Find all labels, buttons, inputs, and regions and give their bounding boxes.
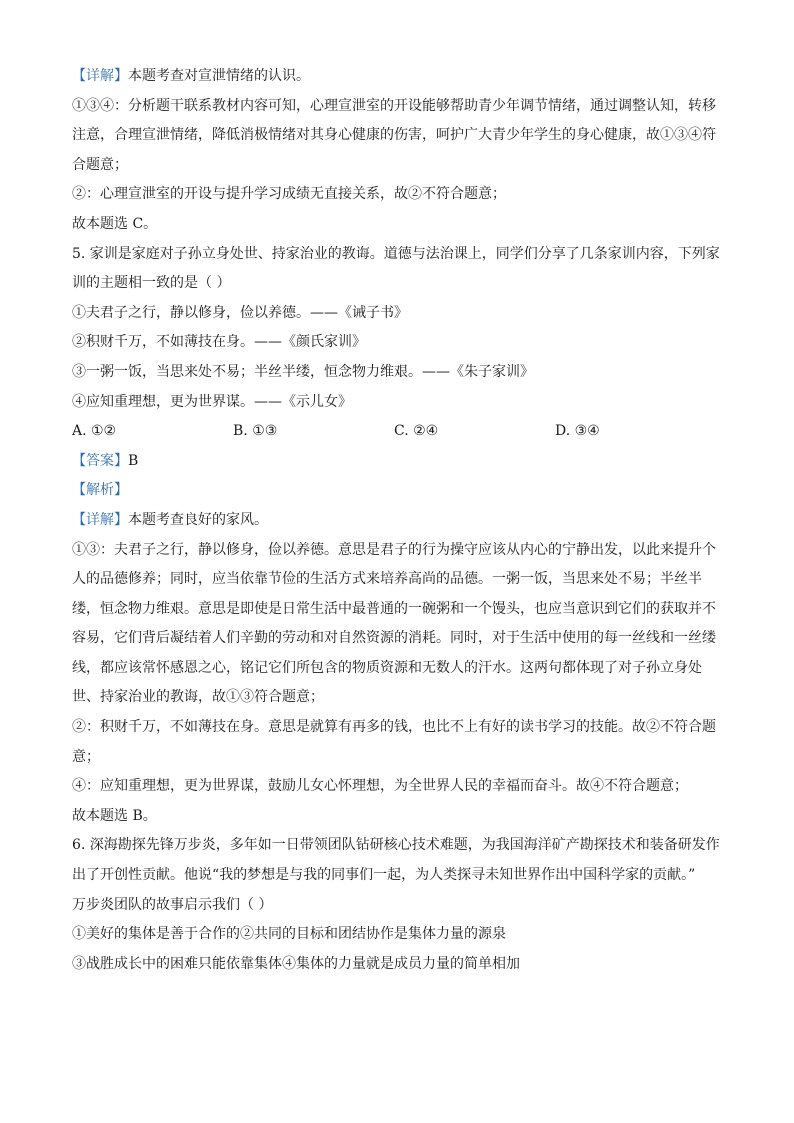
detail-text: 本题考查良好的家风。 [128,511,268,528]
question-item: ③战胜成长中的困难只能依靠集体④集体的力量就是成员力量的简单相加 [72,955,520,972]
document-page [72,62,722,979]
question-stem: 5. 家训是家庭对子孙立身处世、持家治业的教诲。道德与法治课上，同学们分享了几条家训内容，下列家 [72,245,720,262]
paragraph-line: 线，都应该常怀感恩之心，铭记它们所包含的物质资源和无数人的汗水。这两句都体现了对子孙立身处 [72,659,702,676]
option-a: A. ①② [72,423,117,440]
analysis-line [72,476,722,506]
detail-tag: 【详解】 [72,511,128,528]
question-item: ①美好的集体是善于合作的②共同的目标和团结协作是集体力量的源泉 [72,926,506,943]
detail-line [72,62,722,92]
answer-line [72,447,722,477]
paragraph-line: ②：心理宣泄室的开设与提升学习成绩无直接关系，故②不符合题意； [72,186,506,203]
paragraph-line: 合题意； [72,156,128,173]
answer-tag: 【答案】 [72,452,128,469]
option-d: D. ③④ [555,423,600,440]
paragraph-line: 缕，恒念物力维艰。意思是即使是日常生活中最普通的一碗粥和一个馒头，也应当意识到它们的获取并不 [72,600,716,617]
paragraph-line: ①③：夫君子之行，静以修身，俭以养德。意思是君子的行为操守应该从内心的宁静出发，以此来提升个 [72,541,716,558]
paragraph-line: ④：应知重理想，更为世界谋，鼓励儿女心怀理想，为全世界人民的幸福而奋斗。故④不符合题意； [72,778,688,795]
paragraph-line: 容易，它们背后凝结着人们辛勤的劳动和对自然资源的消耗。同时，对于生活中使用的每一丝线和一丝缕 [72,630,716,647]
paragraph-line: 人的品德修养；同时，应当依靠节俭的生活方式来培养高尚的品德。一粥一饭，当思来处不易；半丝半 [72,571,702,588]
conclusion-line: 故本题选 C。 [72,215,158,232]
paragraph-line: 注意，合理宣泄情绪，降低消极情绪对其身心健康的伤害，呵护广大青少年学生的身心健康，故①③④符 [72,127,716,144]
paragraph-line: ①③④：分析题干联系教材内容可知，心理宣泄室的开设能够帮助青少年调节情绪，通过调整认知，转移 [72,97,716,114]
option-b: B. ①③ [233,423,278,440]
conclusion-line: 故本题选 B。 [72,807,157,824]
question-item: ③一粥一饭，当思来处不易；半丝半缕，恒念物力维艰。——《朱子家训》 [72,363,534,380]
question-stem: 出了开创性贡献。他说“我的梦想是与我的同事们一起，为人类探寻未知世界作出中国科学家的贡献。” [72,867,696,884]
paragraph-line: 意； [72,748,100,765]
question-stem: 6. 深海勘探先锋万步炎，多年如一日带领团队钻研核心技术难题，为我国海洋矿产勘探技术和装备研发作 [72,837,720,854]
question-stem: 万步炎团队的故事启示我们（ ） [72,896,273,913]
question-item: ④应知重理想，更为世界谋。——《示儿女》 [72,393,352,410]
answer-value: B [128,452,139,469]
answer-options [72,417,722,447]
detail-line [72,506,722,536]
detail-text: 本题考查对宣泄情绪的认识。 [128,68,310,84]
question-item: ②积财千万，不如薄技在身。——《颜氏家训》 [72,334,366,351]
paragraph-line: ②：积财千万，不如薄技在身。意思是就算有再多的钱，也比不上有好的读书学习的技能。故②不符合题 [72,719,716,736]
paragraph-line: 世、持家治业的教诲，故①③符合题意； [72,689,324,706]
detail-tag: 【详解】 [72,68,128,84]
option-c: C. ②④ [394,423,439,440]
analysis-tag: 【解析】 [72,482,128,499]
question-stem: 训的主题相一致的是（ ） [72,275,231,292]
question-item: ①夫君子之行，静以修身，俭以养德。——《诫子书》 [72,304,408,321]
